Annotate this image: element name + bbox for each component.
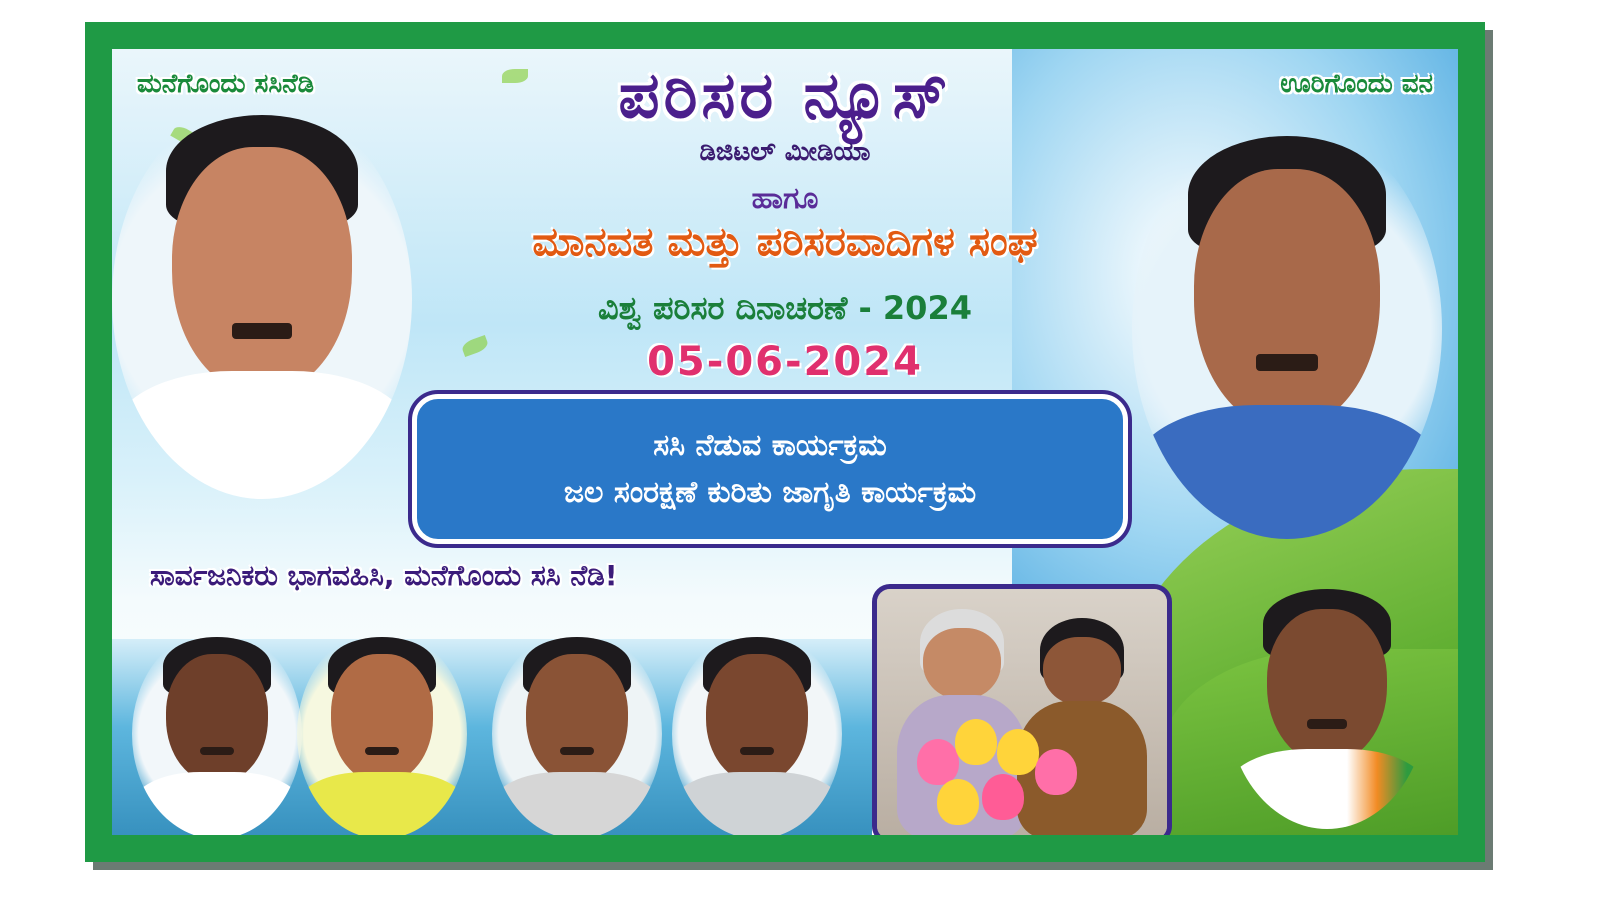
program-line-2: ಜಲ ಸಂರಕ್ಷಣೆ ಕುರಿತು ಜಾಗೃತಿ ಕಾರ್ಯಕ್ರಮ xyxy=(563,475,977,510)
face xyxy=(331,654,433,784)
portrait-bottom-1 xyxy=(132,629,302,835)
slogan-left: ಮನೆಗೊಂದು ಸಸಿನೆಡಿ xyxy=(137,69,315,99)
flower-bouquet xyxy=(917,719,1087,829)
face xyxy=(706,654,808,784)
organization-name: ಮಾನವತ ಮತ್ತು ಪರಿಸರವಾದಿಗಳ ಸಂಘ xyxy=(532,219,1038,265)
face xyxy=(1194,169,1380,429)
shirt xyxy=(492,772,662,835)
portrait-bottom-3 xyxy=(492,629,662,835)
shirt xyxy=(132,772,302,835)
shirt xyxy=(112,371,412,499)
program-box xyxy=(412,394,1128,544)
event-day-title: ವಿಶ್ವ ಪರಿಸರ ದಿನಾಚರಣೆ - 2024 xyxy=(598,289,972,327)
mustache xyxy=(200,747,234,755)
conjunction-text: ಹಾಗೂ xyxy=(751,181,819,216)
slogan-right: ಊರಿಗೊಂದು ವನ xyxy=(1280,69,1433,99)
shirt xyxy=(1132,405,1442,539)
public-appeal: ಸಾರ್ವಜನಿಕರು ಭಾಗವಹಿಸಿ, ಮನೆಗೊಂದು ಸಸಿ ನೆಡಿ! xyxy=(150,559,618,592)
portrait-right-main xyxy=(1132,119,1442,539)
mustache xyxy=(1307,719,1347,729)
face xyxy=(1043,637,1121,706)
shirt xyxy=(672,772,842,835)
banner-canvas xyxy=(112,49,1458,835)
program-line-1: ಸಸಿ ನೆಡುವ ಕಾರ್ಯಕ್ರಮ xyxy=(653,428,887,463)
flower-icon xyxy=(937,779,979,825)
face xyxy=(172,147,352,395)
face xyxy=(166,654,268,784)
shirt xyxy=(297,772,467,835)
face xyxy=(1267,609,1387,764)
face xyxy=(923,628,1001,700)
brand-title: ಪರಿಸರ ನ್ಯೂಸ್ xyxy=(618,59,952,133)
flower-icon xyxy=(982,774,1024,820)
shirt xyxy=(1227,749,1427,829)
mustache xyxy=(560,747,594,755)
banner-border xyxy=(85,22,1485,862)
face xyxy=(526,654,628,784)
portrait-bottom-2 xyxy=(297,629,467,835)
flower-icon xyxy=(917,739,959,785)
event-date: 05-06-2024 xyxy=(647,339,923,385)
mustache xyxy=(232,323,292,339)
portrait-bottom-right xyxy=(1227,579,1427,829)
mustache xyxy=(1256,354,1318,371)
portrait-bottom-4 xyxy=(672,629,842,835)
flower-icon xyxy=(955,719,997,765)
mustache xyxy=(365,747,399,755)
mustache xyxy=(740,747,774,755)
portrait-left-main xyxy=(112,99,412,499)
flower-icon xyxy=(1035,749,1077,795)
brand-subtitle: ಡಿಜಿಟಲ್ ಮೀಡಿಯಾ xyxy=(699,137,871,167)
flower-icon xyxy=(997,729,1039,775)
framed-photo xyxy=(872,584,1172,835)
